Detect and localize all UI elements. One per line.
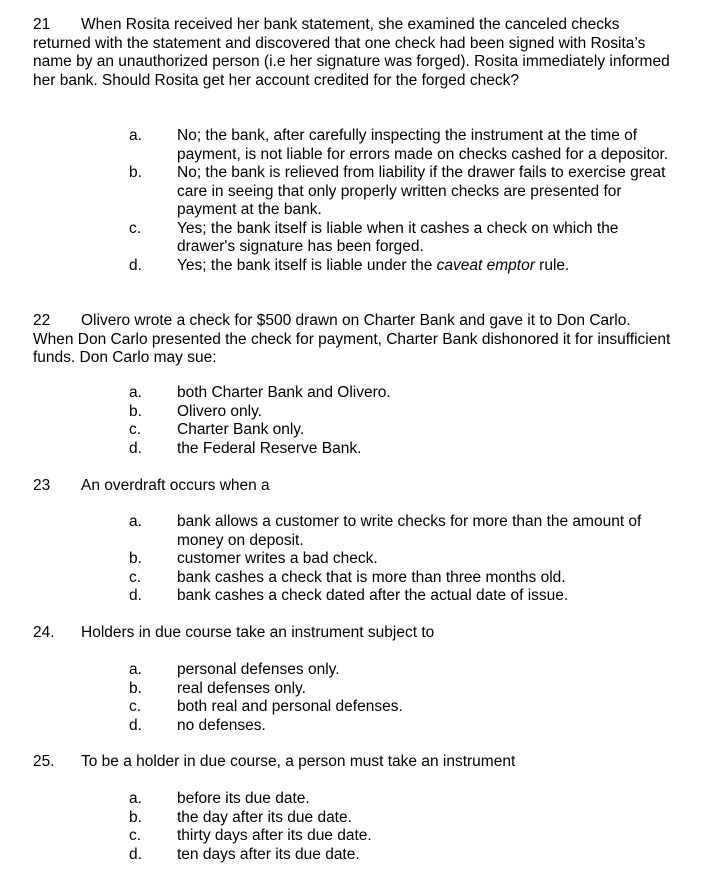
options-23: [129, 513, 669, 606]
option-text-before: Yes; the bank itself is liable under the: [177, 256, 437, 274]
options-25: [129, 790, 669, 864]
option-c: [129, 569, 669, 588]
option-text-after: rule.: [534, 256, 570, 274]
option-text: before its due date.: [177, 790, 310, 807]
question-stem: [33, 477, 673, 496]
option-text: personal defenses only.: [177, 661, 340, 678]
question-23: [33, 477, 673, 496]
option-text: Olivero only.: [177, 402, 262, 420]
question-number: 23: [33, 477, 51, 494]
option-d: [129, 846, 669, 865]
option-a: [129, 790, 669, 809]
options-21: [129, 127, 669, 275]
question-stem: [33, 624, 673, 643]
option-a: [129, 384, 669, 403]
option-b: [129, 550, 669, 569]
option-letter: c.: [129, 698, 142, 715]
option-letter: b.: [129, 402, 142, 420]
option-c: [129, 827, 669, 846]
option-letter: d.: [129, 845, 142, 863]
option-text: the Federal Reserve Bank.: [177, 439, 362, 457]
option-letter: b.: [129, 550, 142, 567]
question-25: [33, 753, 673, 772]
option-text: [177, 257, 669, 276]
option-letter: a.: [129, 513, 142, 530]
option-letter: d.: [129, 256, 142, 274]
question-number: 22: [33, 312, 51, 329]
option-letter: b.: [129, 164, 142, 181]
option-b: [129, 164, 669, 220]
question-number: 21: [33, 16, 51, 33]
option-text: Charter Bank only.: [177, 421, 305, 438]
option-text: thirty days after its due date.: [177, 827, 372, 844]
option-text-italic: caveat emptor: [436, 256, 535, 274]
option-letter: d.: [129, 587, 142, 604]
option-letter: d.: [129, 716, 142, 734]
option-a: [129, 513, 669, 550]
option-text: No; the bank is relieved from liability if the drawer fails to exercise great care in seeing that only properly written checks are presented for payment at the bank.: [177, 164, 666, 218]
option-c: [129, 698, 669, 717]
options-24: [129, 661, 669, 735]
option-letter: b.: [129, 679, 142, 697]
option-text: the day after its due date.: [177, 808, 352, 826]
question-21: [33, 16, 673, 90]
question-text: Olivero wrote a check for $500 drawn on Charter Bank and gave it to Don Carlo. When Don Carlo presented the check for payment, Charter Bank dishonored it for insufficient funds. Don Carlo may sue:: [33, 312, 671, 366]
options-22: [129, 384, 669, 458]
option-c: [129, 421, 669, 440]
option-letter: d.: [129, 439, 142, 457]
question-number: 25.: [33, 753, 55, 770]
option-text: both real and personal defenses.: [177, 698, 403, 715]
option-d: [129, 717, 669, 736]
option-a: [129, 661, 669, 680]
question-text: An overdraft occurs when a: [81, 477, 270, 494]
option-letter: a.: [129, 661, 142, 678]
option-text: customer writes a bad check.: [177, 550, 378, 567]
question-stem: [33, 312, 673, 368]
option-text: both Charter Bank and Olivero.: [177, 384, 391, 401]
question-22: [33, 312, 673, 368]
option-text: Yes; the bank itself is liable when it cashes a check on which the drawer's signature has been forged.: [177, 219, 619, 255]
option-letter: c.: [129, 827, 142, 844]
option-b: [129, 809, 669, 828]
option-text: no defenses.: [177, 716, 266, 734]
option-b: [129, 680, 669, 699]
question-text: To be a holder in due course, a person must take an instrument: [81, 753, 516, 770]
option-text: bank allows a customer to write checks for more than the amount of money on deposit.: [177, 513, 642, 549]
option-letter: a.: [129, 127, 142, 144]
option-a: [129, 127, 669, 164]
option-letter: c.: [129, 421, 142, 438]
option-text: bank cashes a check that is more than three months old.: [177, 568, 566, 586]
option-text: ten days after its due date.: [177, 845, 360, 863]
option-letter: a.: [129, 790, 142, 807]
option-c: [129, 220, 669, 257]
question-stem: [33, 753, 673, 772]
question-24: [33, 624, 673, 643]
option-d: [129, 587, 669, 606]
option-letter: c.: [129, 219, 142, 237]
option-letter: c.: [129, 568, 142, 586]
option-letter: a.: [129, 384, 142, 401]
question-text: Holders in due course take an instrument subject to: [81, 624, 435, 641]
option-text: No; the bank, after carefully inspecting the instrument at the time of payment, is not liable for errors made on checks cashed for a depositor.: [177, 127, 669, 163]
option-d: [129, 440, 669, 459]
question-stem: [33, 16, 673, 90]
option-d: [129, 257, 669, 276]
option-text: real defenses only.: [177, 679, 306, 697]
question-text: When Rosita received her bank statement, she examined the canceled checks returned with the statement and discovered that one check had been signed with Rosita’s name by an unauthorized person (i.e her signature was forged). Rosita immediately informed her bank. Should Rosita get her account credited for the forged check?: [33, 16, 670, 89]
question-number: 24.: [33, 624, 55, 641]
option-b: [129, 403, 669, 422]
option-letter: b.: [129, 808, 142, 826]
option-text: bank cashes a check dated after the actual date of issue.: [177, 587, 569, 604]
